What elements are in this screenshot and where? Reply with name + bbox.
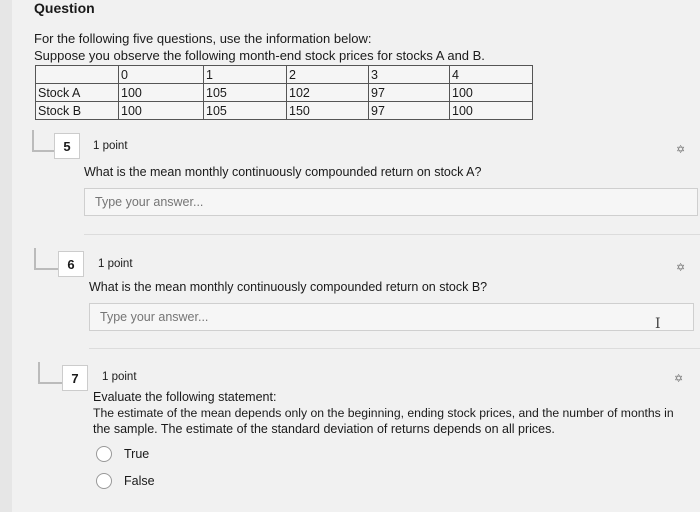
table-cell: 97: [369, 84, 450, 102]
question-7-text-line-2: The estimate of the mean depends only on the beginning, ending stock prices, and the number of months in: [93, 406, 674, 420]
question-7-text-line-1: Evaluate the following statement:: [93, 390, 277, 404]
left-edge-panel: [0, 0, 12, 512]
table-cell: 105: [204, 102, 287, 120]
pin-icon[interactable]: ✡: [676, 144, 686, 156]
option-label: True: [124, 447, 150, 461]
table-header-cell: 1: [204, 66, 287, 84]
table-row: [36, 102, 533, 120]
table-cell: 100: [450, 84, 533, 102]
option-true[interactable]: [96, 446, 149, 462]
table-header-cell: [36, 66, 119, 84]
option-label: False: [124, 474, 155, 488]
intro-line-1: For the following five questions, use the information below:: [34, 31, 372, 46]
question-5-text: What is the mean monthly continuously compounded return on stock A?: [84, 165, 482, 179]
question-6-corner: [34, 248, 58, 270]
table-header-cell: 3: [369, 66, 450, 84]
pin-icon[interactable]: ✡: [674, 373, 684, 385]
page-title: Question: [34, 0, 95, 16]
radio-button[interactable]: [96, 473, 112, 489]
intro-line-2: Suppose you observe the following month-end stock prices for stocks A and B.: [34, 48, 485, 63]
table-cell: 100: [119, 102, 204, 120]
table-header-cell: 4: [450, 66, 533, 84]
question-divider: [89, 348, 700, 349]
table-row-label: Stock A: [36, 84, 119, 102]
table-cell: 105: [204, 84, 287, 102]
table-cell: 97: [369, 102, 450, 120]
table-cell: 102: [287, 84, 369, 102]
question-7-points: 1 point: [102, 371, 137, 383]
question-7-corner: [38, 362, 62, 384]
question-7-number: 7: [62, 365, 88, 391]
question-6-text: What is the mean monthly continuously compounded return on stock B?: [89, 280, 488, 294]
table-header-cell: 0: [119, 66, 204, 84]
question-5-points: 1 point: [93, 140, 128, 152]
table-cell: 100: [119, 84, 204, 102]
question-6-answer-input[interactable]: [89, 303, 694, 331]
question-5-number: 5: [54, 133, 80, 159]
price-table: [35, 65, 533, 120]
radio-button[interactable]: [96, 446, 112, 462]
text-cursor-icon: I: [655, 316, 661, 332]
question-5-corner: [32, 130, 56, 152]
question-7-text-line-3: the sample. The estimate of the standard deviation of returns depends on all prices.: [93, 422, 555, 436]
question-divider: [84, 234, 700, 235]
table-row: [36, 84, 533, 102]
table-cell: 150: [287, 102, 369, 120]
table-cell: 100: [450, 102, 533, 120]
table-header-row: [36, 66, 533, 84]
question-5-answer-input[interactable]: [84, 188, 698, 216]
question-6-number: 6: [58, 251, 84, 277]
table-header-cell: 2: [287, 66, 369, 84]
question-6-points: 1 point: [98, 258, 133, 270]
option-false[interactable]: [96, 473, 155, 489]
table-row-label: Stock B: [36, 102, 119, 120]
pin-icon[interactable]: ✡: [676, 262, 686, 274]
